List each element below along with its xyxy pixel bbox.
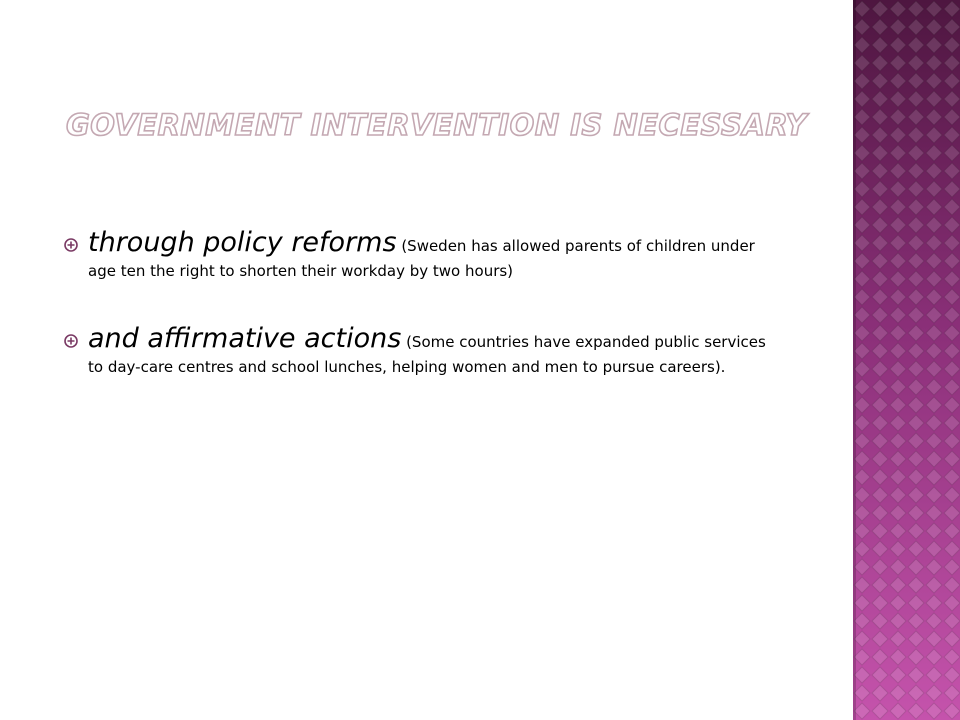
bullet-lead-text: and affirmative actions xyxy=(88,323,402,354)
slide-title: GOVERNMENT INTERVENTION IS NECESSARY xyxy=(66,108,807,142)
bullet-item xyxy=(64,226,784,282)
bullet-detail-text: (Some countries have expanded public services to day-care centres and school lunches, helping women and men to pursue careers). xyxy=(88,333,766,376)
bullet-detail-text: (Sweden has allowed parents of children under age ten the right to shorten their workday by two hours) xyxy=(88,237,755,280)
circled-plus-icon xyxy=(64,334,78,348)
decorative-side-panel xyxy=(853,0,960,720)
circled-plus-icon xyxy=(64,238,78,252)
bullet-item xyxy=(64,322,784,378)
bullet-list xyxy=(64,226,784,418)
diamond-pattern xyxy=(853,0,960,720)
bullet-lead-text: through policy reforms xyxy=(88,227,397,258)
